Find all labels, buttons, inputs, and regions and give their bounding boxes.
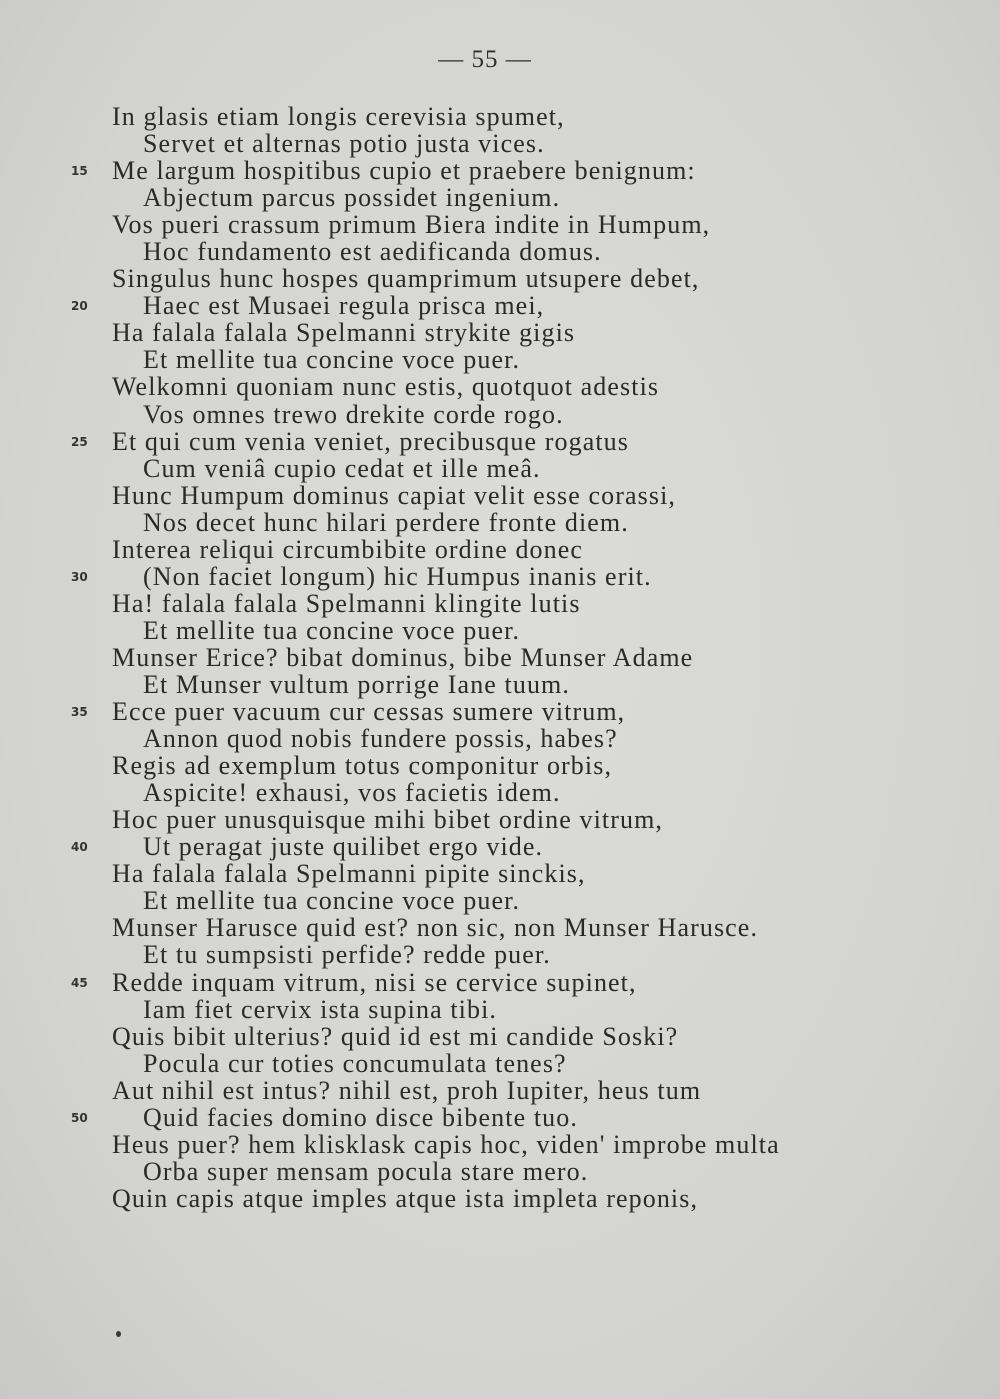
verse-text: Orba super mensam pocula stare mero. xyxy=(143,1156,589,1186)
verse-text: Ha falala falala Spelmanni strykite gigis xyxy=(112,318,576,348)
verse-line xyxy=(0,509,1000,536)
verse-line xyxy=(0,1185,1000,1212)
verse-line xyxy=(0,130,1000,157)
verse-text: Ut peragat juste quilibet ergo vide. xyxy=(143,832,544,862)
verse-text: Iam fiet cervix ista supina tibi. xyxy=(143,994,497,1024)
verse-text: Me largum hospitibus cupio et praebere benignum: xyxy=(112,156,696,186)
verse-line xyxy=(0,536,1000,563)
line-number: 20 xyxy=(71,299,88,314)
verse-text: Haec est Musaei regula prisca mei, xyxy=(143,291,545,321)
verse-line xyxy=(0,833,1000,860)
verse-text: Et mellite tua concine voce puer. xyxy=(143,886,521,916)
verse-line xyxy=(0,644,1000,671)
verse-text: Et mellite tua concine voce puer. xyxy=(143,345,521,375)
verse-text: Heus puer? hem klisklask capis hoc, viden' improbe multa xyxy=(112,1129,780,1159)
verse-line xyxy=(0,103,1000,130)
verse-line xyxy=(0,401,1000,428)
verse-line xyxy=(0,941,1000,968)
verse-line xyxy=(0,455,1000,482)
verse-text: Vos pueri crassum primum Biera indite in Humpum, xyxy=(112,210,711,240)
verse-line xyxy=(0,563,1000,590)
line-number: 35 xyxy=(71,705,88,720)
verse-text: Abjectum parcus possidet ingenium. xyxy=(143,183,561,213)
verse-text: Hoc fundamento est aedificanda domus. xyxy=(143,237,602,267)
verse-line xyxy=(0,806,1000,833)
line-number: 30 xyxy=(71,569,88,584)
verse-text: Et mellite tua concine voce puer. xyxy=(143,615,521,645)
verse-text: Pocula cur toties concumulata tenes? xyxy=(143,1048,567,1078)
verse-text: Quid facies domino disce bibente tuo. xyxy=(143,1102,578,1132)
verse-line xyxy=(0,996,1000,1023)
verse-line xyxy=(0,373,1000,400)
verse-line xyxy=(0,1050,1000,1077)
verse-text: Aspicite! exhausi, vos facietis idem. xyxy=(143,778,561,808)
verse-line xyxy=(0,184,1000,211)
verse-line xyxy=(0,590,1000,617)
page-number: — 55 — xyxy=(438,46,532,73)
ink-speck xyxy=(116,1331,121,1337)
verse-text: Ha! falala falala Spelmanni klingite lutis xyxy=(112,588,581,618)
verse-text: In glasis etiam longis cerevisia spumet, xyxy=(112,102,565,131)
verse-line xyxy=(0,1131,1000,1158)
verse-text: Et tu sumpsisti perfide? redde puer. xyxy=(143,940,551,970)
verse-line xyxy=(0,698,1000,725)
line-number: 15 xyxy=(71,164,88,179)
verse-line xyxy=(0,887,1000,914)
verse-text: Interea reliqui circumbibite ordine donec xyxy=(112,534,584,564)
verse-text: (Non faciet longum) hic Humpus inanis erit. xyxy=(143,561,652,591)
verse-text: Cum veniâ cupio cedat et ille meâ. xyxy=(143,453,541,483)
verse-text: Et qui cum venia veniet, precibusque rogatus xyxy=(112,426,629,456)
verse-line xyxy=(0,779,1000,806)
verse-line xyxy=(0,428,1000,455)
line-number: 50 xyxy=(71,1110,88,1125)
verse-text: Regis ad exemplum totus componitur orbis, xyxy=(112,751,613,781)
verse-line xyxy=(0,157,1000,184)
line-number: 40 xyxy=(71,840,88,855)
verse-line xyxy=(0,319,1000,346)
verse-line xyxy=(0,292,1000,319)
verse-text: Vos omnes trewo drekite corde rogo. xyxy=(143,399,564,429)
verse-line xyxy=(0,617,1000,644)
verse-line xyxy=(0,969,1000,996)
verse-text: Aut nihil est intus? nihil est, proh Iupiter, heus tum xyxy=(112,1075,702,1105)
line-number: 25 xyxy=(71,434,88,449)
verse-text: Nos decet hunc hilari perdere fronte diem. xyxy=(143,507,629,537)
verse-text: Redde inquam vitrum, nisi se cervice supinet, xyxy=(112,967,637,997)
verse-line xyxy=(0,211,1000,238)
verse-line xyxy=(0,346,1000,373)
verse-line xyxy=(0,482,1000,509)
verse-text: Singulus hunc hospes quamprimum utsupere debet, xyxy=(112,264,700,294)
verse-text: Quin capis atque imples atque ista impleta reponis, xyxy=(112,1183,699,1213)
verse-text: Hunc Humpum dominus capiat velit esse corassi, xyxy=(112,480,676,510)
verse-text: Ecce puer vacuum cur cessas sumere vitrum, xyxy=(112,697,626,727)
verse-line xyxy=(0,725,1000,752)
line-number: 45 xyxy=(71,975,88,990)
verse-text: Munser Erice? bibat dominus, bibe Munser Adame xyxy=(112,642,694,672)
poem-text xyxy=(0,103,1000,1212)
verse-line xyxy=(0,265,1000,292)
verse-line xyxy=(0,914,1000,941)
verse-line xyxy=(0,860,1000,887)
verse-text: Annon quod nobis fundere possis, habes? xyxy=(143,724,618,754)
verse-line xyxy=(0,752,1000,779)
verse-line xyxy=(0,1077,1000,1104)
verse-line xyxy=(0,1104,1000,1131)
verse-line xyxy=(0,671,1000,698)
verse-text: Quis bibit ulterius? quid id est mi candide Soski? xyxy=(112,1021,679,1051)
verse-text: Et Munser vultum porrige Iane tuum. xyxy=(143,669,570,699)
verse-text: Servet et alternas potio justa vices. xyxy=(143,129,545,159)
verse-text: Ha falala falala Spelmanni pipite sinckis, xyxy=(112,859,586,889)
verse-line xyxy=(0,238,1000,265)
verse-line xyxy=(0,1023,1000,1050)
verse-text: Munser Harusce quid est? non sic, non Munser Harusce. xyxy=(112,913,759,943)
verse-text: Welkomni quoniam nunc estis, quotquot adestis xyxy=(112,372,660,402)
verse-text: Hoc puer unusquisque mihi bibet ordine vitrum, xyxy=(112,805,664,835)
verse-line xyxy=(0,1158,1000,1185)
